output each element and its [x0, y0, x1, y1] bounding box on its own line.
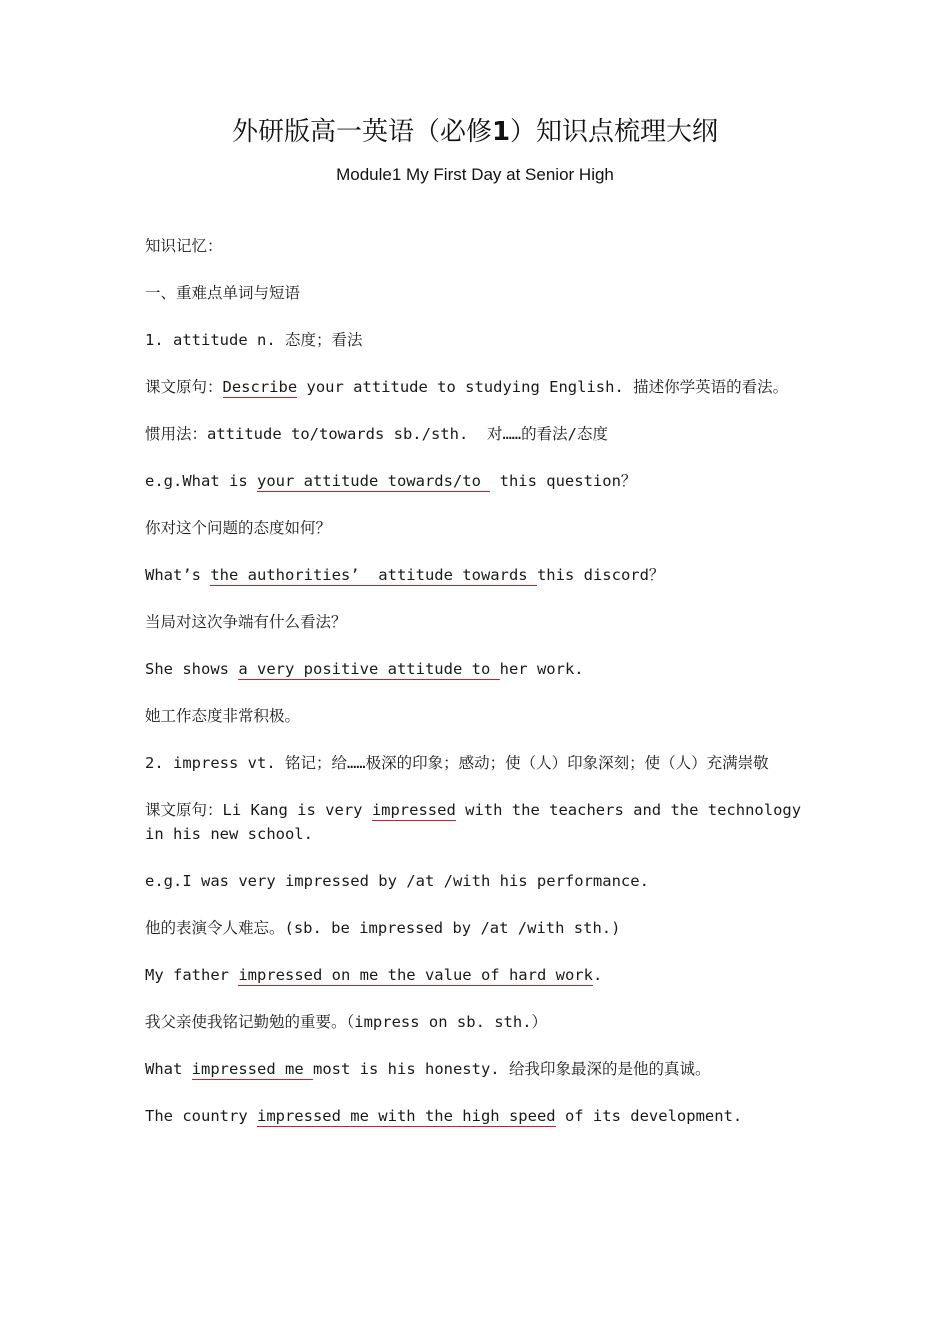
- underlined-phrase: the authorities’ attitude towards: [210, 566, 537, 584]
- underlined-phrase: impressed me: [191, 1060, 313, 1078]
- example-sentence: The country impressed me with the high speed of its development.: [145, 1107, 743, 1125]
- document-body: [145, 234, 815, 1151]
- vocab-entry-impress: 2. impress vt. 铭记；给……极深的印象；感动；使（人）印象深刻；使（人）充满崇敬: [145, 754, 769, 772]
- title-text-2: ）知识点梳理大纲: [510, 117, 719, 147]
- title-number: 1: [491, 117, 511, 147]
- example-sentence: What’s the authorities’ attitude towards this discord？: [145, 566, 665, 584]
- example-sentence: She shows a very positive attitude to her work.: [145, 660, 584, 678]
- underlined-phrase: Describe: [222, 378, 298, 396]
- example-sentence: e.g.What is your attitude towards/to this question？: [145, 472, 637, 490]
- translation: 他的表演令人难忘。(sb. be impressed by /at /with sth.): [145, 919, 621, 937]
- usage-note: 惯用法：attitude to/towards sb./sth. 对……的看法/态度: [145, 425, 608, 443]
- text-original-sentence: 课文原句：Li Kang is very impressed with the teachers and the technology in his new school.: [145, 801, 811, 843]
- text-original-sentence: 课文原句：Describe your attitude to studying English. 描述你学英语的看法。: [145, 378, 789, 396]
- example-sentence: My father impressed on me the value of hard work.: [145, 966, 603, 984]
- underlined-phrase: impressed me with the high speed: [256, 1107, 556, 1125]
- translation: 你对这个问题的态度如何？: [145, 519, 332, 537]
- underlined-phrase: a very positive attitude to: [238, 660, 500, 678]
- underlined-phrase: impressed: [371, 801, 456, 819]
- section-heading: 一、重难点单词与短语: [145, 284, 301, 302]
- example-sentence: What impressed me most is his honesty. 给我印象最深的是他的真诚。: [145, 1060, 711, 1078]
- vocab-entry-attitude: 1. attitude n. 态度；看法: [145, 331, 363, 349]
- translation: 我父亲使我铭记勤勉的重要。（impress on sb. sth.）: [145, 1013, 548, 1031]
- section-label: 知识记忆：: [145, 237, 223, 255]
- title-text-1: 外研版高一英语（必修: [231, 117, 492, 147]
- underlined-phrase: impressed on me the value of hard work: [238, 966, 593, 984]
- module-subtitle: Module1 My First Day at Senior High: [336, 165, 614, 184]
- document-title: [0, 114, 950, 150]
- underlined-phrase: your attitude towards/to: [256, 472, 491, 490]
- translation: 当局对这次争端有什么看法？: [145, 613, 347, 631]
- translation: 她工作态度非常积极。: [145, 707, 301, 725]
- example-sentence: e.g.I was very impressed by /at /with his performance.: [145, 872, 649, 890]
